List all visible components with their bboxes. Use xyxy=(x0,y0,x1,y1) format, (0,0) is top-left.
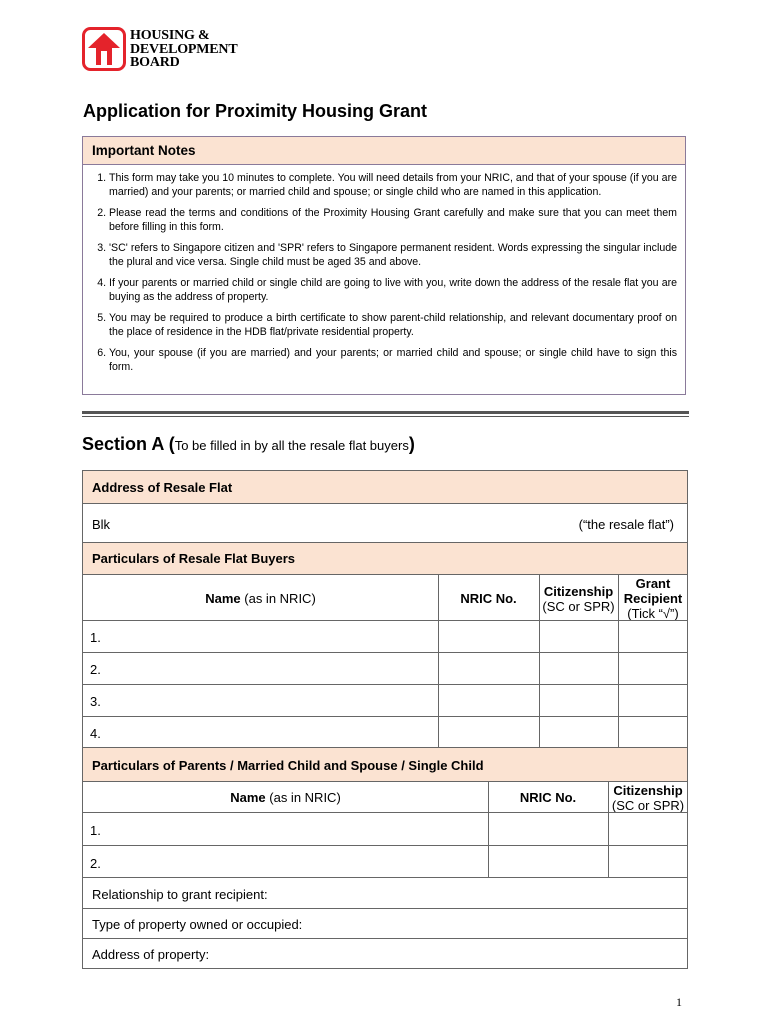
parents-citizenship-title: Citizenship xyxy=(613,783,683,798)
relationship-field[interactable] xyxy=(83,877,687,908)
buyer-row[interactable] xyxy=(83,620,687,652)
buyers-citizenship-title: Citizenship xyxy=(543,584,614,599)
resale-flat-label: (“the resale flat”) xyxy=(578,517,674,532)
buyers-name-header xyxy=(83,591,438,606)
buyers-name-title: Name xyxy=(205,591,241,606)
section-a-form xyxy=(82,470,688,969)
property-type-field[interactable] xyxy=(83,908,687,938)
address-heading: Address of Resale Flat xyxy=(92,480,233,495)
note-item-1: 1. This form may take you 10 minutes to complete. You will need details from your NRIC, and that of your spouse (if you are married) and your parents; or married child and spouse; or single child who are named in this application. xyxy=(109,171,677,199)
hdb-logo-text xyxy=(130,29,237,70)
parent-row[interactable] xyxy=(83,812,687,845)
buyer-row-number: 2. xyxy=(90,662,101,677)
property-address-field[interactable] xyxy=(83,938,687,969)
parent-row-number: 2. xyxy=(90,856,101,871)
parents-name-header xyxy=(83,790,488,805)
section-a-paren-close: ) xyxy=(408,434,415,454)
important-notes-header xyxy=(83,137,685,165)
buyers-heading: Particulars of Resale Flat Buyers xyxy=(92,551,296,566)
buyers-name-note: (as in NRIC) xyxy=(244,591,316,606)
buyers-nric-header: NRIC No. xyxy=(460,591,517,606)
blk-field[interactable] xyxy=(83,503,687,542)
important-notes-list xyxy=(83,171,685,381)
note-item-4: 4. If your parents or married child or single child are going to live with you, write down the address of the resale flat you are buying as the address of property. xyxy=(109,276,677,304)
grant-line-3: (Tick “√”) xyxy=(627,606,679,621)
grant-line-2: Recipient xyxy=(623,591,683,606)
parents-citizenship-header xyxy=(608,783,688,813)
relationship-label: Relationship to grant recipient: xyxy=(92,887,268,902)
logo-line-3: BOARD xyxy=(130,55,180,70)
important-notes-heading: Important Notes xyxy=(92,143,196,158)
buyer-row-number: 3. xyxy=(90,694,101,709)
note-item-6: 6. You, your spouse (if you are married) and your parents; or married child and spouse; or single child have to sign this form. xyxy=(109,346,677,374)
section-a-paren-open: ( xyxy=(168,434,175,454)
buyers-table xyxy=(83,574,687,747)
hdb-logo-icon xyxy=(82,27,126,71)
property-type-label: Type of property owned or occupied: xyxy=(92,917,303,932)
note-item-3: 3. 'SC' refers to Singapore citizen and 'SPR' refers to Singapore permanent resident. Words expressing the singular include the plural and vice versa. Single child must be aged 35 and above. xyxy=(109,241,677,269)
parents-name-title: Name xyxy=(230,790,266,805)
parent-row[interactable] xyxy=(83,845,687,878)
page-number: 1 xyxy=(676,995,682,1009)
buyers-citizenship-header xyxy=(539,584,618,614)
section-a-note: To be filled in by all the resale flat buyers xyxy=(174,438,409,453)
buyer-row-number: 1. xyxy=(90,630,101,645)
parents-heading: Particulars of Parents / Married Child and Spouse / Single Child xyxy=(92,758,484,773)
logo-line-1: HOUSING & xyxy=(130,28,210,43)
blk-label: Blk xyxy=(92,517,111,532)
document-title: Application for Proximity Housing Grant xyxy=(83,101,428,121)
section-a-title xyxy=(82,434,415,455)
note-item-2: 2. Please read the terms and conditions of the Proximity Housing Grant carefully and make sure that you can meet them before filling in this form. xyxy=(109,206,677,234)
parents-heading-row xyxy=(83,747,687,781)
buyers-citizenship-note: (SC or SPR) xyxy=(542,599,615,614)
note-item-5: 5. You may be required to produce a birth certificate to show parent-child relationship, and relevant documentary proof on the place of residence in the HDB flat/private residential property. xyxy=(109,311,677,339)
important-notes-box xyxy=(82,136,686,395)
parents-table xyxy=(83,781,687,877)
address-heading-row xyxy=(83,471,687,503)
grant-line-1: Grant xyxy=(635,576,671,591)
logo-line-2: DEVELOPMENT xyxy=(130,41,238,57)
buyer-row-number: 4. xyxy=(90,726,101,741)
buyer-row[interactable] xyxy=(83,716,687,748)
buyer-row[interactable] xyxy=(83,652,687,684)
buyer-row[interactable] xyxy=(83,684,687,716)
parents-name-note: (as in NRIC) xyxy=(269,790,341,805)
parents-citizenship-note: (SC or SPR) xyxy=(611,798,685,813)
property-address-label: Address of property: xyxy=(92,947,210,962)
buyers-grant-header xyxy=(618,576,688,621)
section-divider xyxy=(82,411,689,414)
parent-row-number: 1. xyxy=(90,823,101,838)
section-divider-thin xyxy=(82,416,689,417)
section-a-label: Section A xyxy=(82,434,164,454)
parents-nric-header: NRIC No. xyxy=(519,790,577,805)
buyers-heading-row xyxy=(83,542,687,574)
